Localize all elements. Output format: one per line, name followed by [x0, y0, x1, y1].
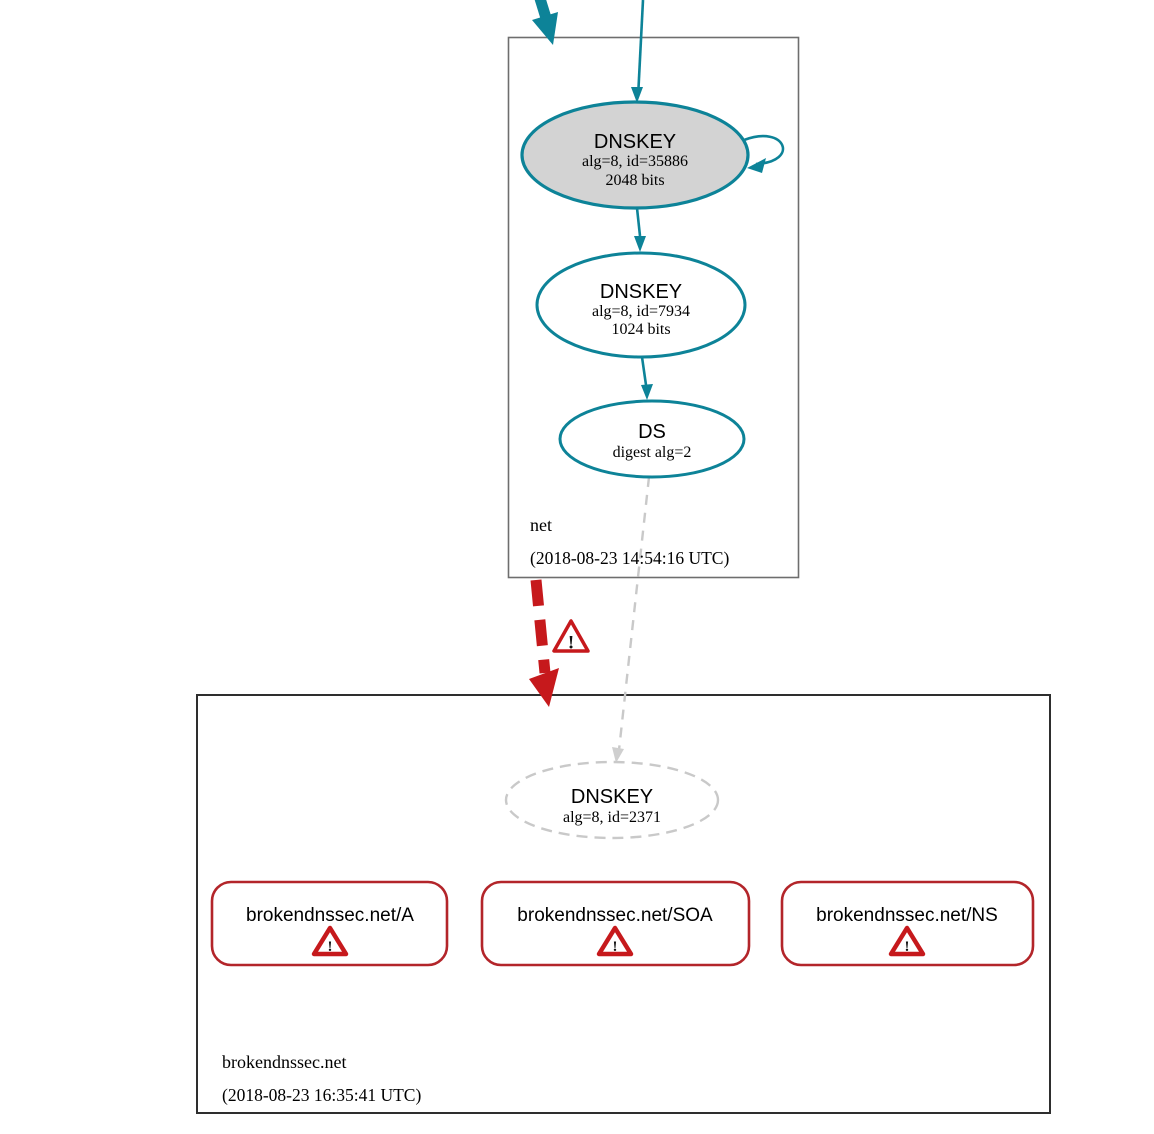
- node-rrset-a: [212, 882, 447, 965]
- net-zsk-title: DNSKEY: [599, 281, 683, 303]
- rrset-a-label: brokendnssec.net/A: [246, 905, 414, 926]
- net-ksk-title: DNSKEY: [593, 131, 677, 153]
- edge-warning-exclamation: !: [567, 632, 575, 654]
- net-zsk-bits: 1024 bits: [611, 321, 671, 338]
- net-ds-detail: digest alg=2: [612, 444, 692, 461]
- rrset-soa-label: brokendnssec.net/SOA: [517, 905, 713, 926]
- rrset-soa-exclamation: !: [612, 939, 618, 955]
- net-ksk-detail: alg=8, id=35886: [581, 153, 689, 170]
- net-zsk-detail: alg=8, id=7934: [591, 303, 691, 320]
- edge-net-to-broken-error: [536, 580, 545, 673]
- broken-dnskey-detail: alg=8, id=2371: [562, 809, 662, 826]
- zone-broken-label: brokendnssec.net: [222, 1052, 347, 1072]
- edge-warning-icon: [554, 621, 588, 654]
- rrset-ns-label: brokendnssec.net/NS: [816, 905, 998, 926]
- node-broken-dnskey: [506, 762, 718, 838]
- node-rrset-soa: [482, 882, 749, 965]
- net-ds-title: DS: [638, 421, 666, 443]
- broken-dnskey-title: DNSKEY: [570, 786, 654, 808]
- net-ksk-bits: 2048 bits: [605, 172, 665, 189]
- rrset-ns-exclamation: !: [904, 939, 910, 955]
- edge-parent-to-zone-bold: [538, 0, 546, 18]
- node-rrset-ns: [782, 882, 1033, 965]
- node-net-ds: [560, 401, 744, 477]
- zone-broken-timestamp: (2018-08-23 16:35:41 UTC): [222, 1085, 422, 1105]
- rrset-a-exclamation: !: [327, 939, 333, 955]
- zone-net-timestamp: (2018-08-23 14:54:16 UTC): [530, 548, 730, 568]
- zone-net-label: net: [530, 515, 552, 535]
- node-net-dnskey-zsk: [537, 253, 745, 357]
- node-net-dnskey-ksk: [522, 102, 748, 208]
